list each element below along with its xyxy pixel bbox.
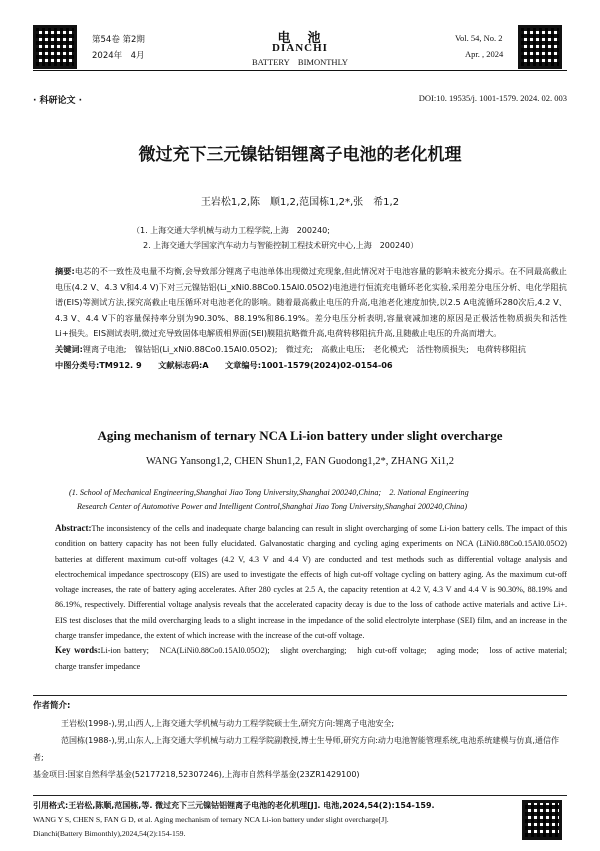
doi: DOI:10. 19535/j. 1001-1579. 2024. 02. 003 — [418, 93, 567, 103]
abstract-en-label: Abstract: — [55, 523, 92, 533]
abstract-en — [55, 521, 576, 674]
abstract-cn — [55, 264, 567, 373]
abstract-en-text: The inconsistency of the cells and inadequate charge balancing can result in slight overcharging of some Li-ion battery cells. The impact of this condition on battery capacity has not been fully elucidated. Galvanostatic charging and cycling aging experiments on NCA (LiNi0.88Co0.15Al0.05O2) batteries at different maximum cut-off voltages (4.2 V, 4.3 V and 4.4 V) are conducted and test methods such as differential voltage analysis and electrochemical impedance spectroscopy (EIS) are used to investigate the effects of high cut-off voltage cycling on battery aging. As the maximum cut-off voltage increases, the rate of battery aging accelerates. After 280 cycles at 2.5 A, the capacity retention at 4.2 V, 4.3 V and 4.4 V is 90.30%, 88.19% and 86.19%, respectively. Differential voltage analysis reveals that the accelerated capacity decay is due to the loss of cathode active materials and active Li+. EIS test discloses that the mild overcharging leads to a slight increase in the impedance of the solid electrolyte interphase (SEI) film, and an increase in the charge transfer impedance, the extent of which increase with the increase of the cut-off voltage. — [55, 524, 567, 641]
author-info-1: 王岩松(1998-),男,山西人,上海交通大学机械与动力工程学院硕士生,研究方向:锂离子电池安全; — [61, 719, 395, 728]
journal-title-cn: 电 池 — [277, 31, 323, 46]
authors-cn: 王岩松1,2,陈 顺1,2,范国栋1,2*,张 希1,2 — [200, 197, 400, 208]
keywords-en-text: Li-ion battery; NCA(LiNi0.88Co0.15Al0.05O2); slight overcharging; high cut-off voltage; aging mode; loss of active material; charge transfer impedance — [55, 646, 576, 671]
funding: 基金项目:国家自然科学基金(52177218,52307246),上海市自然科学基金(23ZR1429100) — [33, 770, 360, 779]
affiliation-en-1: (1. School of Mechanical Engineering,Shanghai Jiao Tong University,Shanghai 200240,China; 2. National Engineering — [69, 488, 469, 497]
abstract-cn-label: 摘要: — [55, 266, 75, 276]
keywords-cn-text: 锂离子电池; 镍钴铝(Li_xNi0.88Co0.15Al0.05O2); 微过充; 高截止电压; 老化模式; 活性物质损失; 电荷转移阻抗 — [82, 343, 527, 354]
author-info-heading: 作者简介: — [33, 701, 71, 711]
title-en: Aging mechanism of ternary NCA Li-ion battery under slight overcharge — [97, 428, 503, 443]
date-cn: 2024年 4月 — [92, 51, 145, 61]
authors-en: WANG Yansong1,2, CHEN Shun1,2, FAN Guodong1,2*, ZHANG Xi1,2 — [145, 456, 455, 467]
keywords-en-label: Key words: — [55, 645, 101, 656]
affiliation-cn-2: 2. 上海交通大学国家汽车动力与智能控制工程技术研究中心,上海 200240） — [143, 241, 419, 250]
section-label: · 科研论文 · — [33, 96, 83, 106]
citation — [33, 798, 513, 841]
classification-cn: 中图分类号:TM912. 9 文献标志码:A 文章编号:1001-1579(2024)02-0154-06 — [55, 360, 393, 370]
affiliation-cn-1: （1. 上海交通大学机械与动力工程学院,上海 200240; — [132, 226, 330, 235]
author-info-2: 范国栋(1988-),男,山东人,上海交通大学机械与动力工程学院副教授,博士生导师,研究方向:动力电池智能管理系统,电池系统建模与仿真,通信作者; — [33, 736, 559, 762]
title-cn: 微过充下三元镍钴铝锂离子电池的老化机理 — [138, 145, 462, 165]
qr-code-right — [518, 25, 562, 69]
journal-subtitle: BATTERY BIMONTHLY — [251, 57, 349, 67]
qr-code-left — [33, 25, 77, 69]
header-rule — [33, 70, 567, 71]
journal-title-en: DIANCHI — [272, 42, 328, 54]
volume-issue-cn: 第54卷 第2期 — [92, 35, 145, 45]
affiliation-en-2: Research Center of Automotive Power and Intelligent Control,Shanghai Jiao Tong University,Shanghai 200240,China) — [77, 502, 468, 511]
citation-en-2: Dianchi(Battery Bimonthly),2024,54(2):154-159. — [33, 829, 186, 838]
keywords-cn-label: 关键词: — [55, 343, 83, 354]
author-info — [33, 698, 567, 783]
footer-rule — [33, 695, 567, 696]
citation-rule — [33, 795, 567, 796]
volume-issue-en: Vol. 54, No. 2 — [455, 33, 503, 43]
abstract-cn-text: 电芯的不一致性及电量不均衡,会导致部分锂离子电池单体出现微过充现象,但此情况对于电池容量的影响未被充分揭示。在不同最高截止电压(4.2 V、4.3 V和4.4 V)下对三元镍钴铝(Li_xNi0.88Co0.15Al0.05O2)电池进行恒流充电循环老化实验,采用差分电压分析、电化学阻抗谱(EIS)等测试方法,探究高截止电压循环对电池老化的影响。随着最高截止电压的升高,电池老化速度加快,以2.5 A电流循环280次后,4.2 V、4.3 V、4.4 V下的容量保持率分别为90.30%、88.19%和86.19%。差分电压分析表明,容量衰减加速的原因是正极活性物质损失和活性Li+损失。EIS测试表明,微过充导致固体电解质相界面(SEI)膜阻抗略微升高,电荷转移阻抗升高,且随截止电压的升高而增大。 — [55, 266, 567, 338]
date-en: Apr. , 2024 — [465, 49, 504, 59]
qr-code-bottom — [522, 800, 562, 840]
citation-cn: 引用格式:王岩松,陈顺,范国栋,等. 微过充下三元镍钴铝锂离子电池的老化机理[J]. 电池,2024,54(2):154-159. — [33, 801, 435, 810]
citation-en-1: WANG Y S, CHEN S, FAN G D, et al. Aging mechanism of ternary NCA Li-ion battery under slight overcharge[J]. — [33, 815, 389, 824]
